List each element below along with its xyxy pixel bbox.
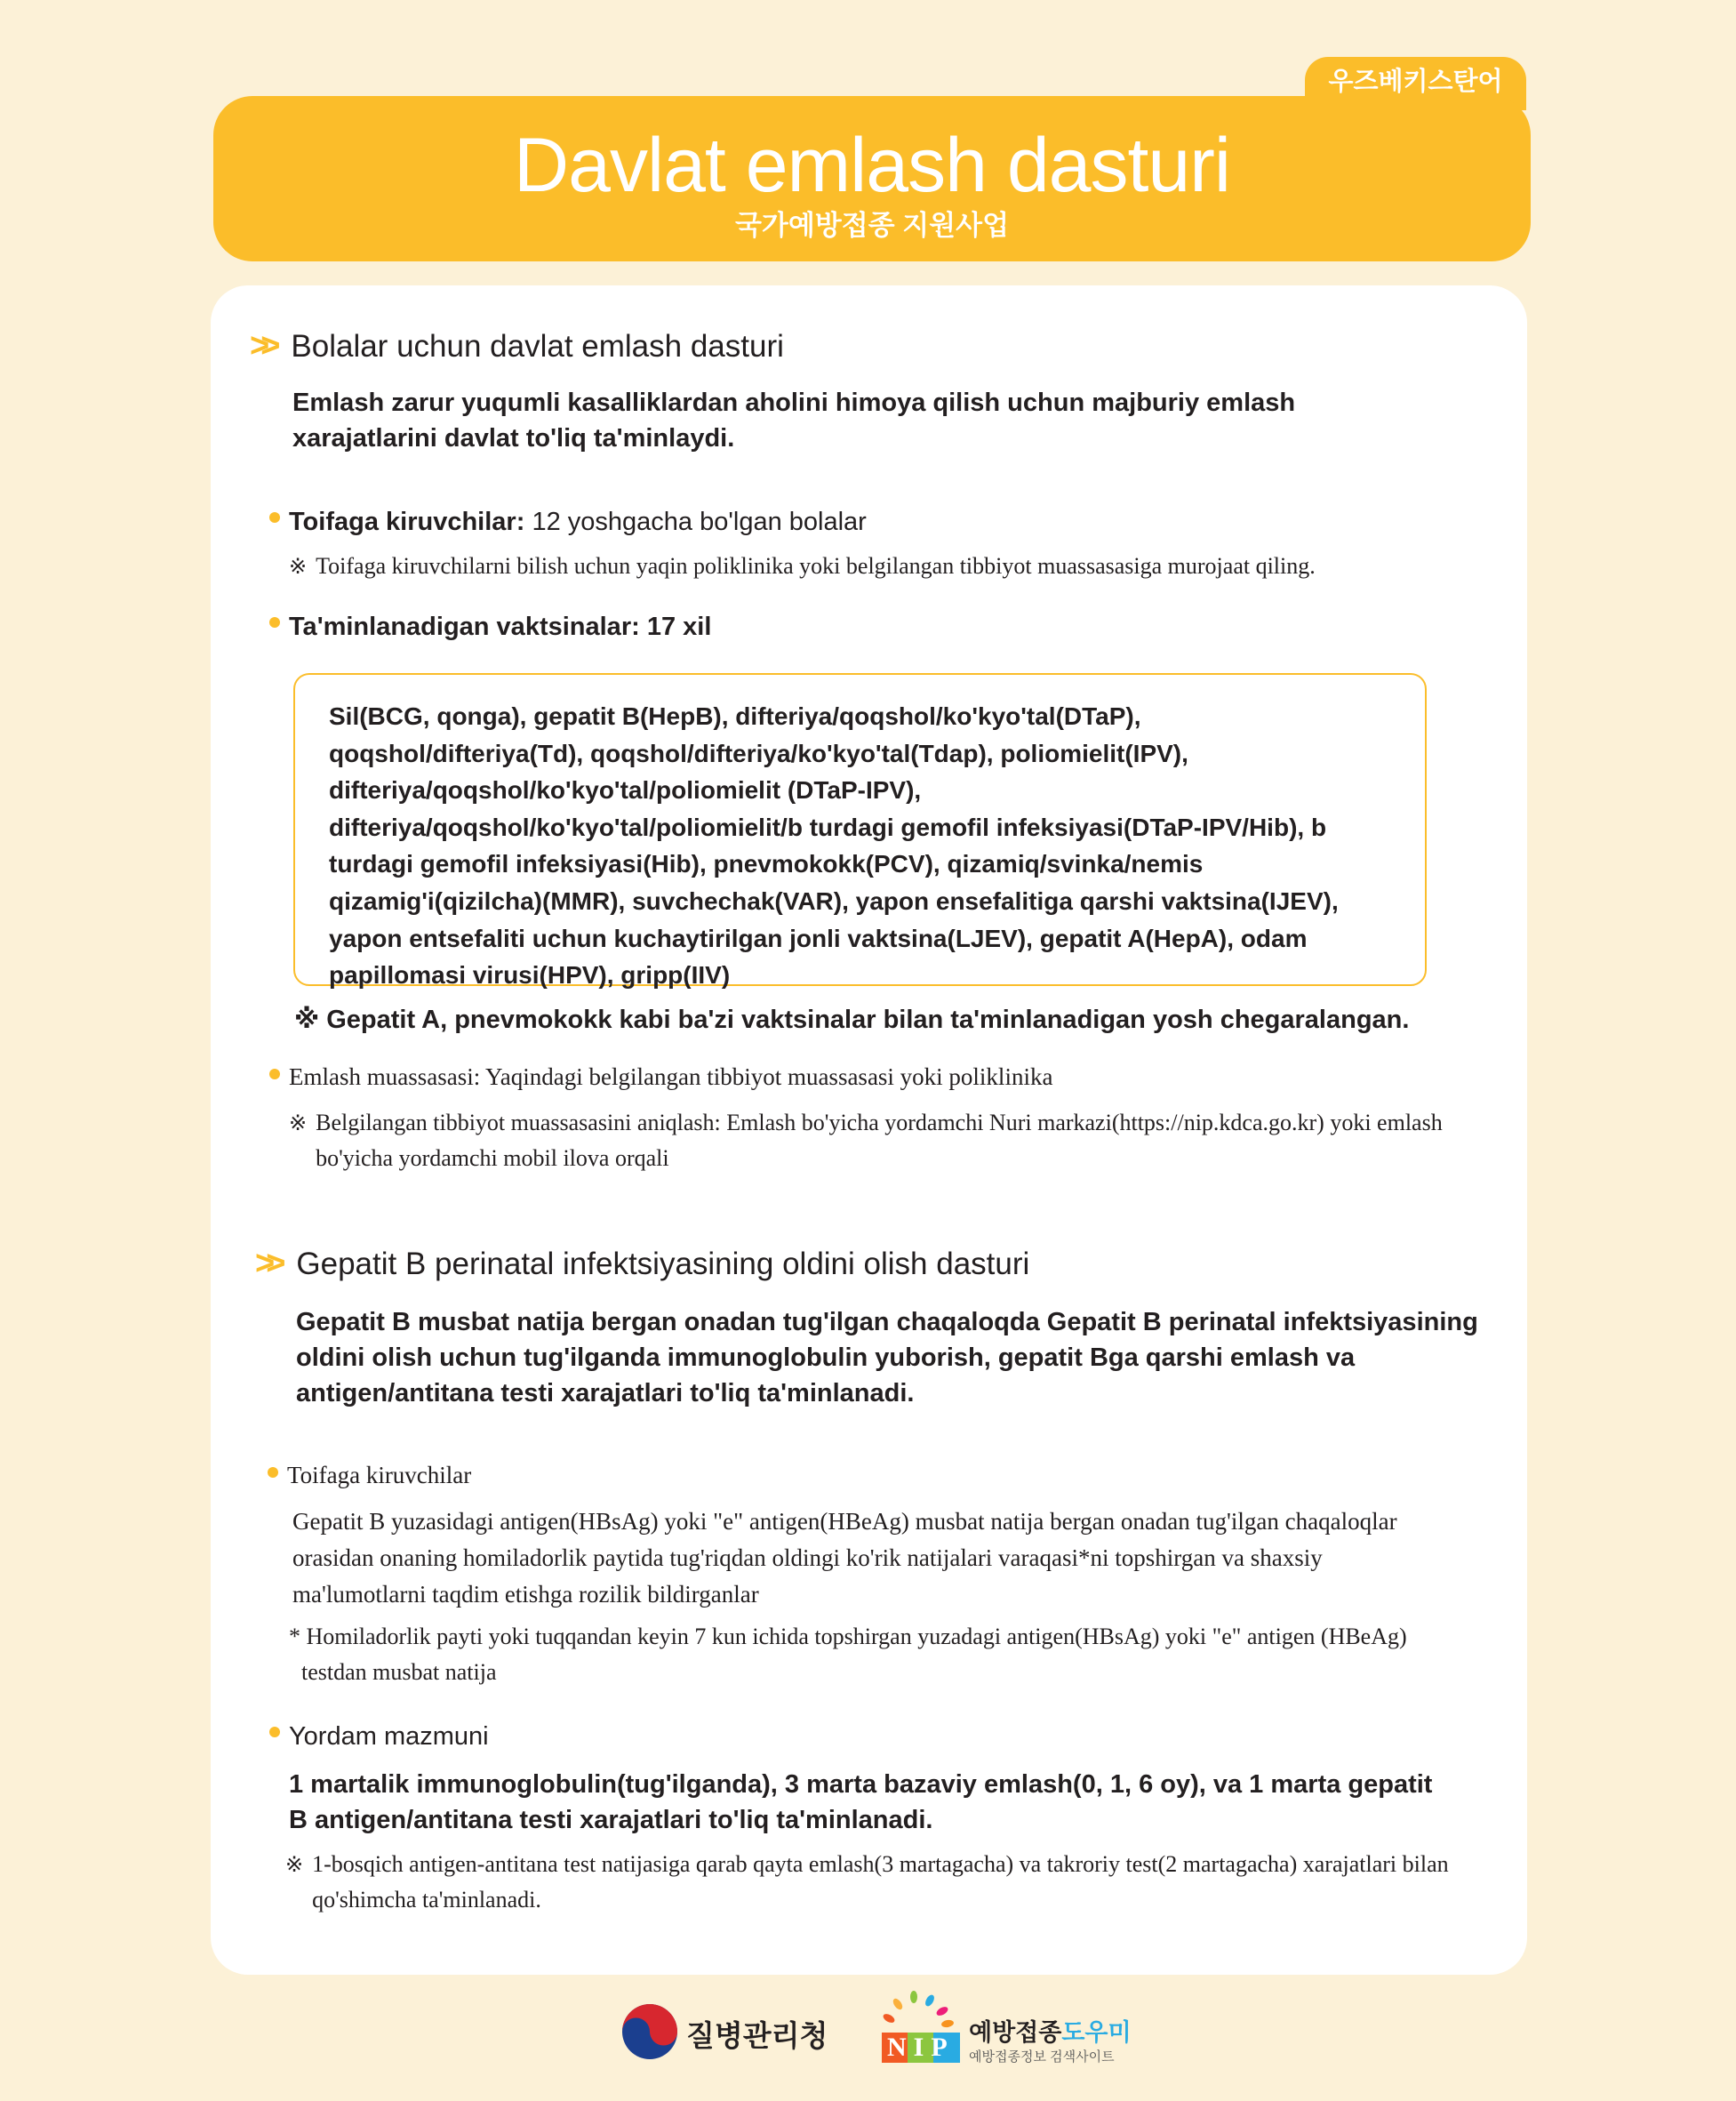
nip-letters: NIP xyxy=(882,2033,960,2063)
targets-label: Toifaga kiruvchilar: xyxy=(289,508,525,536)
language-tab: 우즈베키스탄어 xyxy=(1305,57,1526,110)
bullet-dot-icon xyxy=(269,1069,280,1079)
vaccines-value: 17 xil xyxy=(646,613,712,641)
targets-value: 12 yoshgacha bo'lgan bolalar xyxy=(532,508,867,536)
section1-age-note: ※ Gepatit A, pnevmokokk kabi ba'zi vaktsinalar bilan ta'minlanadigan yosh chegaralangan. xyxy=(294,1006,1410,1034)
vaccines-label: Ta'minlanadigan vaktsinalar: xyxy=(289,613,640,641)
section2-support: Yordam mazmuni xyxy=(269,1719,489,1754)
taegeuk-icon xyxy=(620,2002,679,2061)
bullet-dot-icon xyxy=(269,617,280,628)
bullet-dot-icon xyxy=(268,1467,278,1478)
section2-targets: Toifaga kiruvchilar xyxy=(268,1457,471,1493)
bullet-dot-icon xyxy=(269,512,280,523)
nip-subtitle: 예방접종정보 검색사이트 xyxy=(969,2049,1115,2065)
chevron-right-icon: >> xyxy=(250,327,272,365)
section1-targets xyxy=(269,504,867,540)
section2-support-text: 1 martalik immunoglobulin(tug'ilganda), 3 marta bazaviy emlash(0, 1, 6 oy), va 1 marta gepatit B antigen/antitana testi xarajatlari to'liq ta'minlanadi. xyxy=(289,1770,1433,1834)
bullet-dot-icon xyxy=(269,1727,280,1737)
reference-mark-icon: ※ xyxy=(289,554,308,579)
page-subtitle: 국가예방접종 지원사업 xyxy=(734,210,1010,241)
reference-mark-icon: ※ xyxy=(289,1111,308,1135)
section1-institution-note: ※ Belgilangan tibbiyot muassasasini aniqlash: Emlash bo'yicha yordamchi Nuri markazi(https://nip.kdca.go.kr) yoki emlash bo'yicha yordamchi mobil ilova orqali xyxy=(289,1105,1471,1176)
section2-lead: Gepatit B musbat natija bergan onadan tug'ilgan chaqaloqda Gepatit B perinatal infektsiyasining oldini olish uchun tug'ilganda immunoglobulin yuborish, gepatit Bga qarshi emlash va antigen/antitana testi xarajatlari to'liq ta'minlanadi. xyxy=(296,1308,1478,1407)
section2-footnote: * Homiladorlik payti yoki tuqqandan keyin 7 kun ichida topshirgan yuzadagi antigen(HBsAg) yoki "e" antigen (HBeAg) testdan musbat natija xyxy=(289,1624,1407,1685)
section1-targets-note: ※ Toifaga kiruvchilarni bilish uchun yaqin poliklinika yoki belgilangan tibbiyot muassasasiga murojaat qiling. xyxy=(289,553,1316,579)
nip-logo xyxy=(876,1988,1143,2077)
section1-vaccines xyxy=(269,609,711,645)
section1-heading xyxy=(250,326,784,366)
nip-title: 예방접종도우미 xyxy=(969,2019,1132,2046)
section2-targets-text: Gepatit B yuzasidagi antigen(HBsAg) yoki "e" antigen(HBeAg) musbat natija bergan onadan tug'ilgan chaqaloqlar orasidan onaning homiladorlik paytida tug'riqdan oldingi ko'rik natijalari varaqasi*ni topshirgan va shaxsiy ma'lumotlarni taqdim etishga rozilik bildirganlar xyxy=(292,1508,1397,1608)
section1-lead: Emlash zarur yuqumli kasalliklardan aholini himoya qilish uchun majburiy emlash xarajatlarini davlat to'liq ta'minlaydi. xyxy=(292,389,1296,453)
kdca-name: 질병관리청 xyxy=(686,2019,828,2052)
vaccine-list-box: Sil(BCG, qonga), gepatit B(HepB), difteriya/qoqshol/ko'kyo'tal(DTaP), qoqshol/difteriya(Td), qoqshol/difteriya/ko'kyo'tal(Tdap), poliomielit(IPV), difteriya/qoqshol/ko'kyo'tal/poliomielit (DTaP-IPV), difteriya/qoqshol/ko'kyo'tal/poliomielit/b turdagi gemofil infeksiyasi(DTaP-IPV/Hib), b turdagi gemofil infeksiyasi(Hib), pnevmokokk(PCV), qizamiq/svinka/nemis qizamig'i(qizilcha)(MMR), suvchechak(VAR), yapon ensefalitiga qarshi vaktsina(IJEV), yapon entsefaliti uchun kuchaytirilgan jonli vaktsina(LJEV), gepatit A(HepA), odam papillomasi virusi(HPV), gripp(IIV) xyxy=(293,673,1427,986)
section2-title: Gepatit B perinatal infektsiyasining oldini olish dasturi xyxy=(296,1247,1030,1281)
section2-support-note: ※ 1-bosqich antigen-antitana test natijasiga qarab qayta emlash(3 martagacha) va takroriy test(2 martagacha) xarajatlari bilan qo'shimcha ta'minlanadi. xyxy=(285,1847,1468,1918)
reference-mark-icon: ※ xyxy=(294,1006,327,1034)
content-card xyxy=(211,285,1527,1975)
section2-heading xyxy=(255,1244,1029,1284)
section1-title: Bolalar uchun davlat emlash dasturi xyxy=(291,329,784,364)
kdca-logo xyxy=(620,2001,828,2063)
header-banner xyxy=(213,96,1531,261)
page-title: Davlat emlash dasturi xyxy=(514,123,1230,208)
chevron-right-icon: >> xyxy=(255,1245,277,1282)
section1-institution: Emlash muassasasi: Yaqindagi belgilangan tibbiyot muassasasi yoki poliklinika xyxy=(269,1059,1052,1095)
sun-rays-icon xyxy=(876,1988,958,2033)
reference-mark-icon: ※ xyxy=(285,1852,304,1877)
